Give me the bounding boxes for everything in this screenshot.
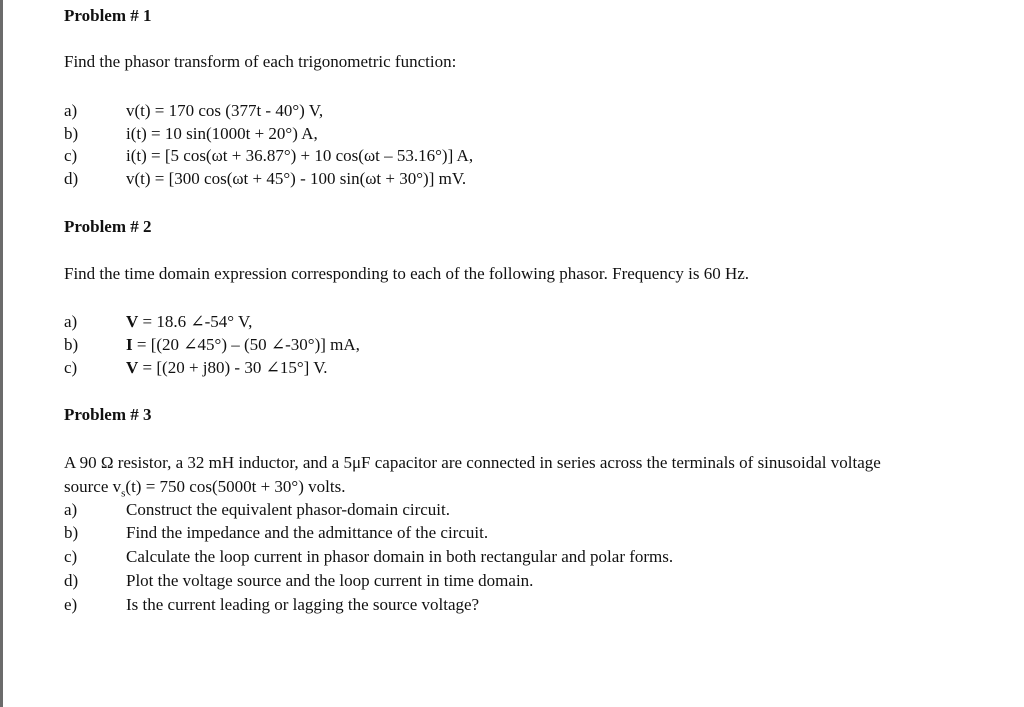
item-label: c)	[64, 358, 78, 377]
item-text	[126, 335, 360, 355]
item-label: b)	[64, 335, 79, 354]
phasor-expression: = [(20 + j80) - 30 ∠15°] V.	[138, 358, 328, 377]
problem-1-heading: Problem # 1	[64, 6, 152, 25]
item-label: b)	[64, 124, 79, 143]
item-text	[126, 358, 328, 378]
item-label: d)	[64, 169, 79, 188]
problem-3-statement-line-2	[64, 477, 345, 499]
phasor-variable: V	[126, 312, 139, 331]
source-expression: (t) = 750 cos(5000t + 30°) volts.	[125, 477, 346, 496]
item-label: b)	[64, 523, 79, 542]
problem-1-intro: Find the phasor transform of each trigonometric function:	[64, 52, 457, 71]
item-label: c)	[64, 146, 78, 165]
item-text: v(t) = [300 cos(ωt + 45°) - 100 sin(ωt + 30°)] mV.	[126, 169, 467, 188]
item-label: d)	[64, 571, 79, 590]
problem-2-intro: Find the time domain expression corresponding to each of the following phasor. Frequency is 60 Hz.	[64, 264, 750, 283]
source-subscript: s	[121, 487, 126, 500]
item-text: Calculate the loop current in phasor domain in both rectangular and polar forms.	[126, 547, 674, 566]
item-text	[126, 312, 252, 332]
problem-2-heading: Problem # 2	[64, 217, 152, 236]
item-text: i(t) = [5 cos(ωt + 36.87°) + 10 cos(ωt – 53.16°)] A,	[126, 146, 474, 165]
item-label: a)	[64, 101, 78, 120]
problem-3-statement-line-1: A 90 Ω resistor, a 32 mH inductor, and a 5μF capacitor are connected in series across the terminals of sinusoidal voltage	[64, 453, 881, 472]
item-label: c)	[64, 547, 78, 566]
item-label: e)	[64, 595, 78, 614]
phasor-expression: = [(20 ∠45°) – (50 ∠-30°)] mA,	[132, 335, 360, 354]
item-text: Construct the equivalent phasor-domain circuit.	[126, 500, 450, 519]
item-text: i(t) = 10 sin(1000t + 20°) A,	[126, 124, 318, 143]
source-prefix: source v	[64, 477, 122, 496]
problem-3-heading: Problem # 3	[64, 405, 152, 424]
item-text: Plot the voltage source and the loop current in time domain.	[126, 571, 534, 590]
phasor-variable: V	[126, 358, 139, 377]
item-text: Find the impedance and the admittance of the circuit.	[126, 523, 489, 542]
item-text: v(t) = 170 cos (377t - 40°) V,	[126, 101, 324, 120]
item-label: a)	[64, 312, 78, 331]
phasor-expression: = 18.6 ∠-54° V,	[138, 312, 253, 331]
item-label: a)	[64, 500, 78, 519]
phasor-variable: I	[126, 335, 133, 354]
item-text: Is the current leading or lagging the source voltage?	[126, 595, 480, 614]
